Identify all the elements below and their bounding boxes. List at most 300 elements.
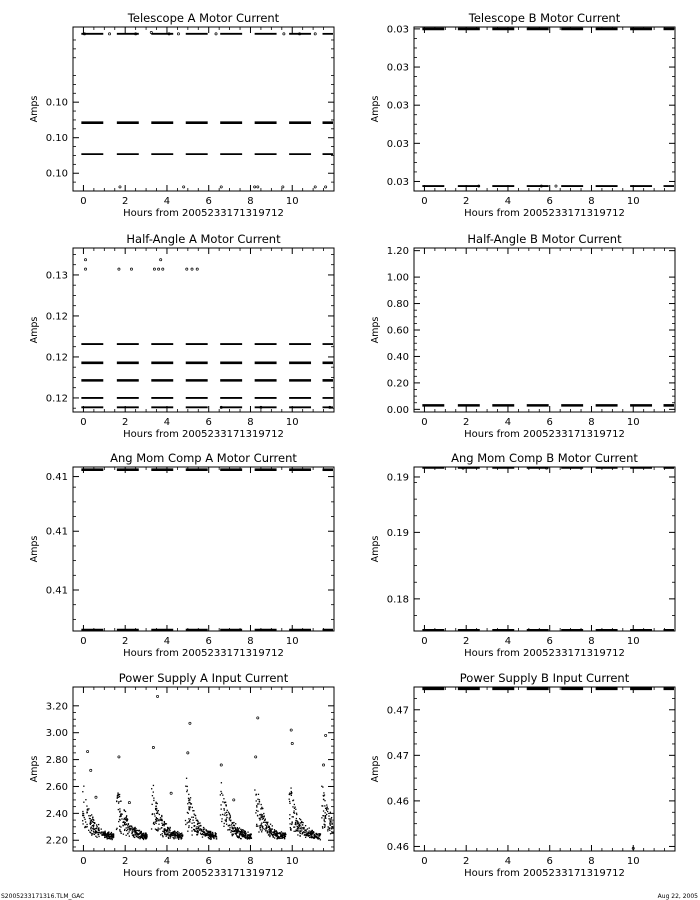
data-point [155,823,156,824]
data-point [331,821,332,822]
data-point [271,828,272,829]
data-point [261,817,262,818]
data-point [125,817,126,818]
data-point [221,808,222,809]
data-point [118,801,119,802]
data-point [158,828,159,829]
data-point [195,818,196,819]
data-point [164,824,165,825]
data-point [117,798,118,799]
data-point [220,791,221,792]
y-tick-label: 2.80 [45,755,68,767]
data-point [273,837,274,838]
x-tick-label: 0 [80,417,87,428]
data-point [258,803,259,804]
data-point [197,832,198,833]
data-point [222,814,223,815]
data-point [95,832,96,833]
data-point [98,836,99,837]
data-point [258,831,259,832]
data-point [292,800,293,801]
data-point [268,829,269,830]
data-point [208,837,209,838]
data-point [302,827,303,828]
y-tick-label: 0.60 [386,325,409,337]
data-point [178,839,179,840]
data-point [289,814,290,815]
data-point [289,803,290,804]
x-tick-label: 10 [626,417,640,428]
data-point [230,816,231,817]
data-point [204,828,205,829]
data-point [329,819,330,820]
data-point [232,835,233,836]
x-tick-label: 0 [421,856,428,867]
data-point [324,820,325,821]
data-point [127,829,128,830]
data-point [305,837,306,838]
data-point [176,832,177,833]
data-point [284,838,285,839]
data-point [150,31,152,33]
data-point [170,837,171,838]
data-point [256,810,257,811]
x-tick-label: 6 [205,417,212,428]
data-point [291,742,293,744]
data-point [224,802,225,803]
x-axis-label: Hours from 2005233171319712 [123,208,284,219]
data-point [260,814,261,815]
data-point [155,802,156,803]
data-point [203,829,204,830]
data-point [330,812,331,813]
data-point [98,828,99,829]
x-tick-label: 4 [163,417,171,428]
data-point [156,829,157,830]
y-tick-label: 2.60 [45,781,68,793]
data-point [178,836,179,837]
data-point [83,786,84,787]
data-point [128,824,129,825]
data-point [188,818,189,819]
data-point [324,825,325,826]
data-point [157,818,158,819]
data-point [94,822,95,823]
data-point [91,833,92,834]
data-point [291,795,292,796]
data-point [186,791,187,792]
data-point [226,805,227,806]
chart-title: Ang Mom Comp A Motor Current [110,451,297,465]
data-point [87,750,89,752]
data-point [240,829,241,830]
data-point [290,793,291,794]
data-point [84,268,86,270]
data-point [160,817,161,818]
data-point [314,33,316,35]
data-point [135,828,136,829]
data-point [152,795,153,796]
data-point [254,186,256,188]
data-point [325,818,326,819]
data-point [91,827,92,828]
data-point [280,835,281,836]
data-point [152,746,154,748]
plot-frame [414,248,675,412]
data-point [240,838,241,839]
data-point [251,838,252,839]
data-point [152,804,153,805]
data-point [275,830,276,831]
data-point [119,811,120,812]
data-point [269,831,270,832]
data-point [119,819,120,820]
data-point [239,827,240,828]
data-point [260,808,261,809]
data-point [98,824,99,825]
x-tick-label: 4 [504,196,512,207]
data-point [123,825,124,826]
data-point [242,832,243,833]
data-point [118,268,120,270]
data-point [321,786,322,787]
data-point [331,831,332,832]
data-point [245,831,246,832]
y-axis-label: Amps [29,535,40,563]
data-point [255,756,257,758]
data-point [220,814,221,815]
data-point [119,796,120,797]
data-point [315,836,316,837]
data-point [161,819,162,820]
data-point [280,834,281,835]
y-tick-label: 0.03 [386,176,409,188]
data-point [229,829,230,830]
data-point [248,834,249,835]
data-point [213,837,214,838]
data-point [243,834,244,835]
data-point [159,828,160,829]
data-point [238,830,239,831]
data-point [202,836,203,837]
x-axis-label: Hours from 2005233171319712 [123,868,284,879]
x-tick-label: 8 [247,196,254,207]
data-point [98,830,99,831]
data-point [303,831,304,832]
data-point [280,838,281,839]
data-point [119,816,120,817]
data-point [237,837,238,838]
data-point [91,823,92,824]
data-point [304,830,305,831]
data-point [132,829,133,830]
data-point [132,830,133,831]
data-point [223,808,224,809]
data-point [96,828,97,829]
y-tick-label: 0.13 [45,270,68,282]
data-point [188,794,189,795]
data-point [188,808,189,809]
data-point [239,836,240,837]
x-tick-label: 8 [247,636,254,647]
data-point [326,814,327,815]
data-point [169,832,170,833]
data-point [166,823,167,824]
data-point [90,818,91,819]
data-point [323,795,324,796]
data-point [92,828,93,829]
data-point [225,815,226,816]
x-tick-label: 10 [285,636,299,647]
data-point [306,832,307,833]
data-point [98,834,99,835]
data-point [297,834,298,835]
data-point [216,836,217,837]
data-point [323,799,324,800]
data-point [101,828,102,829]
data-point [264,815,265,816]
data-point [283,833,284,834]
y-tick-label: 0.00 [386,404,409,416]
x-tick-label: 0 [421,636,428,647]
data-point [280,836,281,837]
data-point [290,729,292,731]
data-point [160,259,162,261]
data-point [295,831,296,832]
data-point [300,835,301,836]
y-tick-label: 0.03 [386,24,409,36]
data-point [271,831,272,832]
data-point [198,823,199,824]
data-point [90,815,91,816]
data-point [270,830,271,831]
data-point [262,818,263,819]
data-point [124,810,125,811]
y-axis-label: Amps [29,95,40,123]
data-point [221,782,222,783]
data-point [201,829,202,830]
data-point [327,811,328,812]
data-point [284,836,285,837]
data-point [224,814,225,815]
data-point [229,819,230,820]
data-point [270,824,271,825]
data-point [200,825,201,826]
data-point [197,824,198,825]
data-point [124,829,125,830]
data-point [301,821,302,822]
x-tick-label: 8 [588,856,595,867]
data-point [328,818,329,819]
data-point [316,837,317,838]
data-point [295,809,296,810]
data-point [235,828,236,829]
data-point [158,820,159,821]
data-point [169,827,170,828]
data-point [273,834,274,835]
data-point [136,835,137,836]
data-point [127,827,128,828]
data-point [264,829,265,830]
data-point [236,835,237,836]
data-point [261,831,262,832]
y-tick-label: 0.12 [45,352,68,364]
data-point [284,835,285,836]
data-point [322,827,323,828]
data-point [247,835,248,836]
data-point [111,834,112,835]
data-point [279,838,280,839]
data-point [294,813,295,814]
data-point [172,833,173,834]
data-point [226,824,227,825]
data-point [233,799,235,801]
data-point [116,800,117,801]
data-point [300,833,301,834]
x-tick-label: 4 [163,196,171,207]
data-point [85,826,86,827]
data-point [194,831,195,832]
data-point [268,834,269,835]
y-axis-label: Amps [29,316,40,344]
data-point [95,796,97,798]
data-point [83,815,84,816]
data-point [116,829,117,830]
data-point [133,831,134,832]
data-point [269,835,270,836]
data-point [126,815,127,816]
data-point [198,827,199,828]
data-point [223,798,224,799]
data-point [164,832,165,833]
data-point [128,831,129,832]
y-tick-label: 2.20 [45,835,68,847]
data-point [119,829,120,830]
data-point [212,834,213,835]
data-point [203,834,204,835]
data-point [220,794,221,795]
data-point [165,834,166,835]
data-point [277,833,278,834]
data-point [322,764,324,766]
data-point [297,826,298,827]
y-tick-label: 0.18 [386,594,409,606]
data-point [290,787,291,788]
data-point [202,831,203,832]
data-point [262,828,263,829]
data-point [196,826,197,827]
x-tick-label: 2 [122,417,129,428]
data-point [259,814,260,815]
data-point [194,825,195,826]
data-point [157,813,158,814]
data-point [325,186,327,188]
data-point [196,834,197,835]
x-tick-label: 10 [285,856,299,867]
data-point [289,818,290,819]
data-point [154,815,155,816]
data-point [203,830,204,831]
data-point [269,828,270,829]
data-point [316,836,317,837]
data-point [155,819,156,820]
chart-title: Telescope B Motor Current [468,11,621,25]
data-point [191,817,192,818]
data-point [212,832,213,833]
data-point [134,832,135,833]
data-point [235,831,236,832]
data-point [279,833,280,834]
data-point [257,815,258,816]
data-point [126,830,127,831]
data-point [331,823,332,824]
data-point [108,33,110,35]
data-point [111,839,112,840]
data-point [158,268,160,270]
x-tick-label: 8 [247,856,254,867]
data-point [134,827,135,828]
x-tick-label: 10 [626,196,640,207]
data-point [258,794,259,795]
data-point [126,835,127,836]
data-point [153,797,154,798]
data-point [326,809,327,810]
data-point [173,832,174,833]
data-point [164,822,165,823]
data-point [156,695,158,697]
y-tick-label: 0.46 [386,841,409,853]
data-point [92,817,93,818]
data-point [193,817,194,818]
data-point [294,804,295,805]
data-point [195,815,196,816]
data-point [188,806,189,807]
data-point [323,810,324,811]
y-tick-label: 1.20 [386,246,409,258]
y-axis-label: Amps [370,316,381,344]
x-tick-label: 6 [546,636,553,647]
data-point [84,259,86,261]
data-point [109,838,110,839]
plot-frame [73,27,334,191]
x-tick-label: 2 [463,856,470,867]
chart-panel-3 [370,232,675,440]
data-point [119,830,120,831]
data-point [305,825,306,826]
chart-title: Power Supply A Input Current [118,671,289,685]
data-point [226,817,227,818]
data-point [88,815,89,816]
x-tick-label: 8 [247,417,254,428]
chart-panel-5 [370,451,675,659]
data-point [93,825,94,826]
data-point [156,810,157,811]
data-point [152,814,153,815]
data-point [275,835,276,836]
data-point [297,831,298,832]
data-point [257,799,258,800]
data-point [169,836,170,837]
data-point [95,828,96,829]
data-point [298,825,299,826]
data-point [320,839,321,840]
data-point [183,186,185,188]
data-point [329,830,330,831]
data-point [214,835,215,836]
data-point [224,823,225,824]
data-point [188,827,189,828]
data-point [307,828,308,829]
